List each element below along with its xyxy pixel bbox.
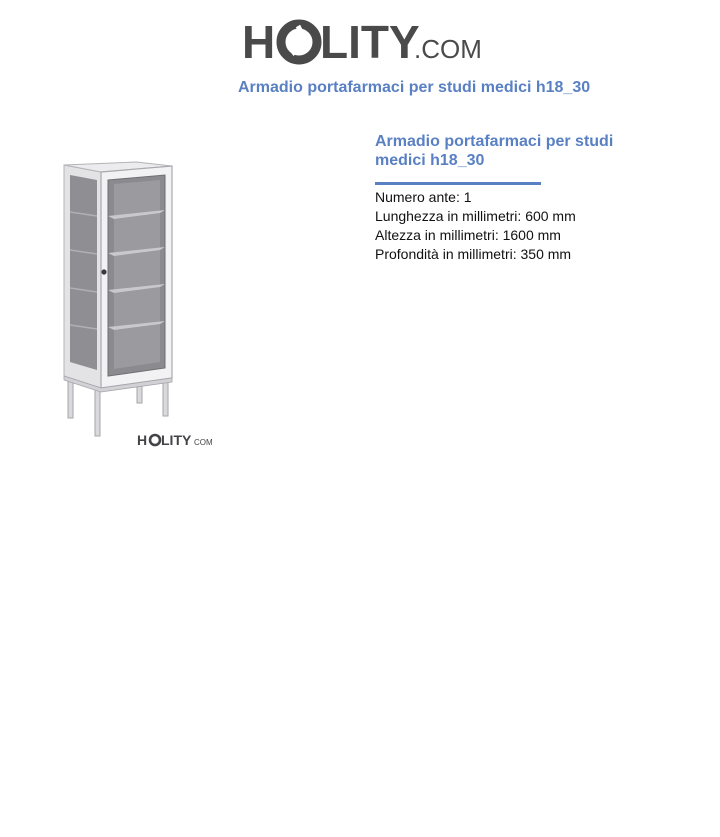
logo-letters-lity: LITY — [320, 16, 420, 68]
spec-label: Altezza in millimetri — [375, 227, 495, 243]
holity-logo — [242, 10, 492, 68]
spec-value: 1600 mm — [502, 227, 561, 243]
cabinet-illustration — [64, 162, 172, 436]
spec-item: Altezza in millimetri: 1600 mm — [375, 227, 561, 243]
watermark-swirl-icon — [150, 435, 160, 445]
page-title: Armadio portafarmaci per studi medici h18_30 — [238, 79, 591, 96]
logo-domain: .COM — [414, 34, 482, 64]
spec-list — [375, 188, 615, 264]
product-image — [10, 120, 245, 465]
spec-item: Lunghezza in millimetri: 600 mm — [375, 208, 576, 224]
title-underline — [375, 182, 541, 185]
svg-text:LITY: LITY — [161, 432, 192, 448]
spec-value: 350 mm — [520, 246, 572, 262]
logo-letter-h: H — [242, 16, 276, 68]
spec-value: 1 — [463, 189, 472, 205]
watermark-logo — [137, 432, 213, 448]
product-info — [375, 132, 615, 264]
spec-item: Numero ante: 1 — [375, 189, 472, 205]
spec-label: Profondità in millimetri — [375, 246, 513, 262]
svg-text:COM: COM — [194, 438, 213, 447]
spec-value: 600 mm — [525, 208, 576, 224]
svg-text:H: H — [137, 432, 148, 448]
product-title: Armadio portafarmaci per studi medici h18_30 — [375, 133, 614, 169]
spec-label: Numero ante — [375, 189, 456, 205]
spec-item: Profondità in millimetri: 350 mm — [375, 246, 572, 262]
swirl-o-icon — [281, 24, 317, 60]
spec-label: Lunghezza in millimetri — [375, 208, 518, 224]
lock-icon — [101, 269, 106, 274]
